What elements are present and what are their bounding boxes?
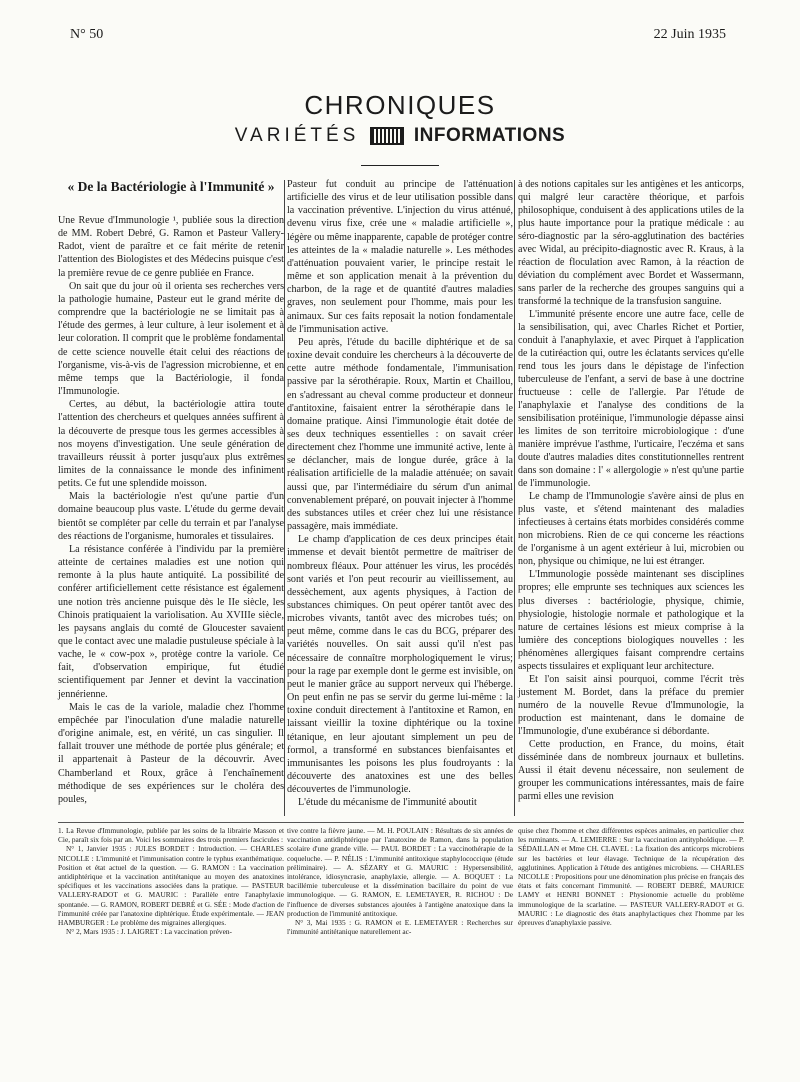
footnote: quise chez l'homme et chez différentes espèces animales, en particulier chez les ruminants. — A. LEMIERRE : Sur la vaccination antityphoïdique. — P. SÉDAILLAN et Mme CH. CLAVEL : La fixation des anticorps microbiens sur les bactéries et leur élavage. Technique de la récupération des agglutinines. Application à l'étude des antigènes microbiens. — CHARLES NICOLLE : Propositions pour une dénomination plus précise en français des états et faits concernant l'immunité. — ROBERT DEBRÉ, MAURICE LAMY et HENRI BONNET : Physionomie actuelle du problème immunologique de la scarlatine. — PASTEUR VALLERY-RADOT et G. MAURIC : Le diagnostic des états anaphylactiques chez l'homme par les épreuves d'anaphylaxie passive. <box>518 826 744 928</box>
issue-number: N° 50 <box>70 27 104 42</box>
paragraph: On sait que du jour où il orienta ses recherches vers la pathologie humaine, Pasteur eut le grand mérite de comprendre que la bactériologie ne se limitait pas à l'étude des germes, à leur culture, à leur isolement et à leur coloration. Il comprit que le problème fondamental de cette science nouvelle était celui des réactions de l'organisme, vis-à-vis de l'agression microbienne, et en même temps que la Bactériologie, il fonda l'Immunologie. <box>58 280 284 398</box>
column-divider <box>514 180 515 816</box>
text-column-3 <box>518 178 744 803</box>
heading-rule <box>361 165 439 166</box>
paragraph: à des notions capitales sur les antigènes et les anticorps, qui malgré leur caractère théorique, et parfois philosophique, conduisent à des applications utiles de la plus haute importance pour la pratique médicale : au séro-diagnostic par la séro-agglutination des bactéries avec Widal, au précipito-diagnostic avec R. Kraus, à la réaction de floculation avec Ramon, à la réaction de déviation du complément avec Bordet et Wassermann, sans parler de la recherche des groupes sanguins qui a transformé la technique de la transfusion sanguine. <box>518 179 744 308</box>
paragraph: L'étude du mécanisme de l'immunité aboutit <box>298 797 477 809</box>
ornament-icon <box>370 127 404 145</box>
section-heading <box>0 90 800 166</box>
paragraph: Mais le cas de la variole, maladie chez l'homme empêchée par l'inoculation d'une maladie naturelle d'origine animale, est, en vérité, un cas singulier. Il fallait trouver une méthode de portée plus générale; et il appartenait à Pasteur de la découvrir. Avec Chamberland et Roux, grâce à l'enchaînement méthodique de ses expériences sur le choléra des poules, <box>58 701 284 805</box>
issue-date: 22 Juin 1935 <box>653 27 726 42</box>
paragraph: Le champ d'application de ces deux principes était immense et devait bientôt permettre de maîtriser de nombreux fléaux. Pour atténuer les virus, les procédés sont variés et l'on peut recourir au vieillissement, au dessèchement, aux agents physiques, à l'action de substances chimiques. On peut opérer tantôt avec des microbes vivants, tantôt avec des microbes tués; on peut même, comme dans le cas du BCG, préparer des variétés nouvelles. On sait aussi qu'il n'est pas nécessaire de connaître morphologiquement le virus; pour la rage par exemple dont le germe est invisible, on peut le manier grâce au support nerveux qui l'héberge. On peut enfin ne pas se servir du germe lui-même : la toxine conduit directement à l'antitoxine et Ramon, en laissant vieillir la toxine diphtérique ou la toxine tétanique, en leur ajoutant simplement un peu de formol, a transformé en substances bienfaisantes et immunisantes les poisons les plus foudroyants : la découverte des anatoxines est une des belles découvertes de l'immunologie. <box>287 534 513 796</box>
footnote-rule <box>58 822 744 823</box>
paragraph: Pasteur fut conduit au principe de l'atténuation artificielle des virus et de leur utilisation possible dans la vaccination préventive. L'injection du virus atténué, devenu virus fixe, crée une « maladie artificielle », légère ou même inapparente, capable de protéger contre les atteintes de la « maladie naturelle ». Les méthodes d'atténuation pouvaient varier, le principe restait le même et son application menait à la prévention du charbon, de la rage et de quantité d'autres maladies graves, non seulement pour l'homme, mais pour les animaux. Sur ces faits reposait la notion fondamentale de l'immunisation active. <box>287 179 513 335</box>
paragraph: L'immunité présente encore une autre face, celle de la sensibilisation, qui, avec Charles Richet et Portier, conduit à l'anaphylaxie, et avec Pirquet à l'application de la cutiréaction qui, outre les éclatants services qu'elle rend tous les jours dans le dépistage de l'infection tuberculeuse de l'enfant, a servi de base à une doctrine fructueuse : celle de l'allergie. Par l'étude de l'anaphylaxie et l'analyse des conditions de la sensibilisation protéinique, l'immunologie dépasse ainsi les limites de son territoire microbiologique : d'une manière imprévue l'asthme, l'urticaire, l'eczéma et sans doute d'autres maladies dites constitutionnelles rentrent dans son domaine : l' « allergologie » n'est qu'une partie de l'immunologie. <box>518 309 744 490</box>
paragraph: L'Immunologie possède maintenant ses disciplines propres; elle emprunte ses techniques aux sciences les plus diverses : bactériologie, physique, chimie, physiologie, histologie normale et pathologique et la nature de certaines lésions est mieux comprise à la lumière des conceptions biologiques nouvelles : les phénomènes allergiques faisant comprendre certains aspects tissulaires et expliquant leur architecture. <box>518 569 744 672</box>
footnote: 1. La Revue d'Immunologie, publiée par les soins de la librairie Masson et Cie, paraît six fois par an. Voici les sommaires des trois premiers fascicules : <box>58 826 284 845</box>
text-column-2 <box>287 178 513 810</box>
paragraph: Et l'on saisit ainsi pourquoi, comme l'écrit très justement M. Bordet, dans la préface du premier numéro de la nouvelle Revue d'Immunologie, la production est maintenant, dans le domaine de l'Immunologie, d'une exubérance si débordante. <box>518 673 744 737</box>
paragraph: Certes, au début, la bactériologie attira toute l'attention des chercheurs et quelques années suffirent à la découverte de presque tous les germes accessibles à nos moyens d'investigation. Une seule génération de travailleurs réussit à porter jusqu'aux plus extrêmes limites de la connaissance le monde des infiniment petits. Ce fut une splendide moisson. <box>58 399 284 490</box>
paragraph: La résistance conférée à l'individu par la première atteinte de certaines maladies est une notion qui remonte à la plus haute antiquité. La possibilité de conférer artificiellement cette résistance est également une notion très ancienne puisque dès le IIe siècle, les Chinois pratiquaient la variolisation. Au XVIIIe siècle, les paysans anglais du comté de Gloucester savaient que le contact avec une maladie pustuleuse spéciale à la vache, le « cow-pox », protège contre la variole. Ce fait, d'observation empirique, fut étudié scientifiquement par Jenner et devint la vaccination jennérienne. <box>58 543 284 700</box>
paragraph: Peu après, l'étude du bacille diphtérique et de sa toxine devait conduire les chercheurs à la découverte de cette autre méthode fondamentale, l'immunisation passive par la sérothérapie. Roux, Martin et Chaillou, en s'adressant au cheval comme producteur et donneur d'antitoxine, faisaient entrer la sérothérapie dans le domaine pratique. Ainsi l'immunologie était dotée de ses deux techniques essentielles : on savait créer directement chez l'homme une immunité active, lente à se déclancher, mais de longue durée, grâce à la réalisation artificielle de la maladie atténuée; on savait aussi que, par l'intermédiaire du sérum d'un animal convenablement préparé, on pouvait injecter à l'homme des substances utiles et créer chez lui une résistance passagère, mais immédiate. <box>287 336 513 533</box>
text-column-1 <box>58 178 284 806</box>
section-title: CHRONIQUES <box>304 90 496 120</box>
paragraph: Mais la bactériologie n'est qu'une partie d'un domaine beaucoup plus vaste. L'étude du germe devait bientôt se compléter par celle du terrain et par l'analyse des réactions de l'organisme, humorales et tissulaires. <box>58 491 284 542</box>
section-subtitle <box>0 125 800 147</box>
footnote-column-1 <box>58 826 284 936</box>
footnote: N° 3, Mai 1935 : G. RAMON et E. LEMETAYER : Recherches sur l'immunité antitétanique naturellement ac- <box>287 918 513 937</box>
footnote: N° 1, Janvier 1935 : JULES BORDET : Introduction. — CHARLES NICOLLE : L'immunité et l'immunisation contre le typhus exanthématique. Position et état actuel de la question. — G. RAMON : La vaccination antidiphtérique et la vaccination antitétanique au moyen des anatoxines spécifiques et les vaccinations associées dans la pratique. — PASTEUR VALLERY-RADOT et G. MAURIC : Parallèle entre l'anaphylaxie spontanée. — G. RAMON, ROBERT DEBRÉ et G. SÉE : Mode d'action de l'immunité créée par l'anatoxine diphtérique. Étude expérimentale. — JEAN HAMBURGER : Le problème des migraines allergiques. <box>58 844 284 928</box>
paragraph: Cette production, en France, du moins, était disséminée dans de nombreux journaux et bulletins. Aussi il était devenu nécessaire, non seulement de grouper les communications intéressantes, mais de faire parmi elles une revision <box>518 738 744 802</box>
column-divider <box>284 180 285 816</box>
footnote: N° 2, Mars 1935 : J. LAIGRET : La vaccination préven- <box>66 927 232 937</box>
footnote-column-2 <box>287 826 513 936</box>
section-right-label: INFORMATIONS <box>413 125 566 146</box>
article-title: « De la Bactériologie à l'Immunité » <box>67 179 275 194</box>
section-left-label: VARIÉTÉS <box>234 125 360 146</box>
paragraph: Le champ de l'Immunologie s'avère ainsi de plus en plus vaste, et s'étend maintenant des maladies infectieuses à certains états morbides considérés comme non microbiens. Rien de ce qui concerne les réactions de l'organisme à un agent extérieur à lui, microbien ou non, physique ou chimique, ne lui est étranger. <box>518 491 744 568</box>
footnote: tive contre la fièvre jaune. — M. H. POULAIN : Résultats de six années de vaccination antidiphtérique par l'anatoxine de Ramon, dans la population scolaire d'une grande ville. — PAUL BORDET : La vaccinothérapie de la coqueluche. — P. NÉLIS : L'immunité antitoxique staphylococcique (étude préliminaire). — A. SÉZARY et G. MAURIC : Hypersensibilité, intolérance, idiosyncrasie, anaphylaxie, allergie. — A. BOQUET : La bacillémie tuberculeuse et la dissémination bacillaire du point de vue immunologique. — G. RAMON, E. LEMETAYER, R. RICHOU : De l'influence de diverses substances ajoutées à l'antigène anatoxique dans la production de l'immunité antitoxique. <box>287 826 513 918</box>
footnote-column-3 <box>518 826 744 927</box>
paragraph: Une Revue d'Immunologie ¹, publiée sous la direction de MM. Robert Debré, G. Ramon et Pasteur Vallery-Radot, vient de paraître et ce fait mérite de retenir l'attention des Biologistes et des Médecins puisque c'est la première revue de ce genre publiée en France. <box>58 215 284 279</box>
